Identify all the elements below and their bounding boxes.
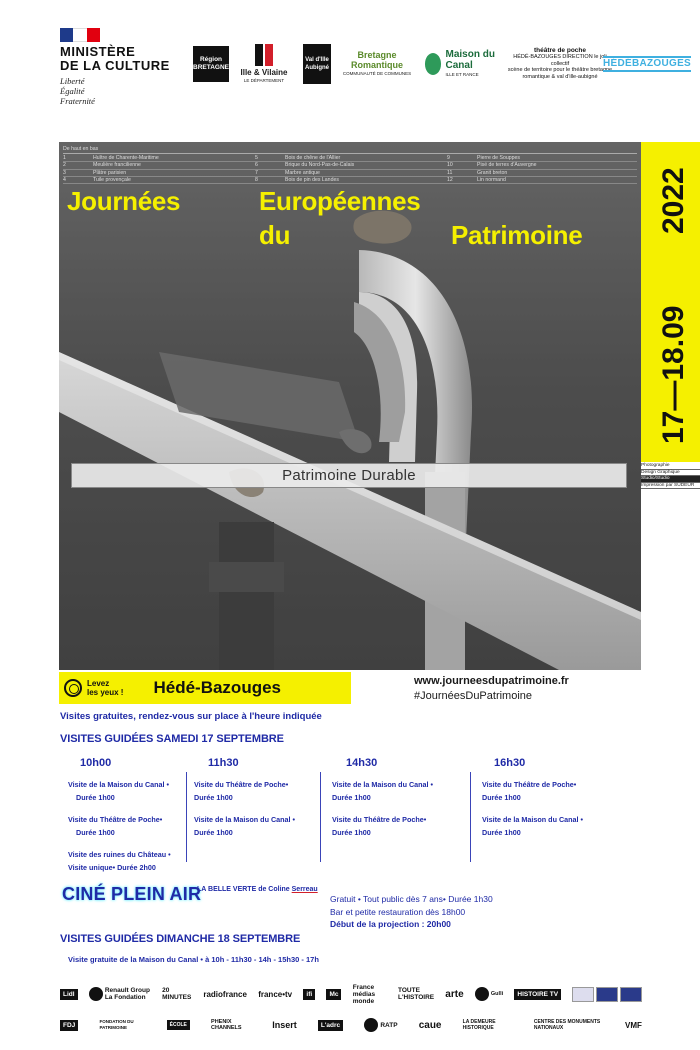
sponsor-label: ÉCOLE	[167, 1020, 190, 1030]
time-16h30: 16h30	[494, 757, 526, 769]
eye-icon	[64, 679, 82, 697]
legend-number: 11	[447, 169, 453, 176]
sponsor-logo	[162, 987, 192, 1001]
legend-number: 9	[447, 155, 450, 162]
visit-entry	[194, 778, 295, 804]
visit-duration: Durée 1h00	[194, 828, 233, 837]
legend-item	[447, 170, 637, 177]
legend-label: Pisé de terres d'Auvergne	[477, 162, 537, 169]
cine-projection-time: Début de la projection : 20h00	[330, 919, 451, 929]
sponsor-label: L'adrc	[318, 1020, 343, 1031]
legend-label: Meulière francilienne	[93, 162, 141, 169]
visit-duration: Durée 1h00	[332, 793, 371, 802]
sponsor-logo	[272, 1020, 297, 1030]
region-bretagne-label: Région BRETAGNE	[193, 46, 229, 82]
legend-label: Pierre de Souppes	[477, 155, 520, 162]
visit-entry	[482, 778, 583, 804]
time-11h30: 11h30	[208, 757, 239, 769]
column-divider	[470, 772, 471, 862]
legend-number: 10	[447, 162, 453, 169]
theatre-poche-label: théâtre de poche	[533, 46, 586, 54]
sponsor-strip-2	[60, 1014, 642, 1036]
legend-item	[447, 162, 637, 169]
legend-number: 1	[63, 155, 66, 162]
maison-canal-logo	[425, 42, 505, 86]
badge-line-2: les yeux !	[87, 688, 124, 697]
visit-title: Visite de la Maison du Canal •	[194, 815, 296, 824]
legend-number: 2	[63, 162, 66, 169]
time-10h00: 10h00	[80, 757, 112, 769]
sponsor-label: FONDATION DU PATRIMOINE	[99, 1019, 134, 1030]
legend-number: 3	[63, 169, 66, 176]
legend-item	[63, 177, 255, 184]
visit-title: Visite du Théâtre de Poche•	[482, 780, 577, 789]
visit-title: Visite de la Maison du Canal •	[68, 780, 170, 789]
sponsor-logo	[514, 989, 561, 1000]
bretagne-romantique-sub: COMMUNAUTÉ DE COMMUNES	[342, 71, 412, 76]
sponsor-label: LA DEMEURE HISTORIQUE	[462, 1019, 496, 1031]
visit-title: Visite du Théâtre de Poche•	[68, 815, 163, 824]
sponsor-logo	[99, 1019, 145, 1031]
sponsor-mark-icon	[364, 1018, 378, 1032]
schedule-column-16h30	[482, 778, 583, 839]
motto-fraternite: Fraternité	[60, 96, 95, 106]
region-bretagne-logo	[193, 42, 229, 86]
hede-bazouges-logo	[602, 42, 692, 86]
sponsor-strip-1	[60, 983, 642, 1005]
ministry-logo	[60, 28, 190, 106]
film-title: LA BELLE VERTE de Coline	[197, 886, 292, 893]
europe-icon	[620, 987, 642, 1002]
ministry-motto	[60, 76, 190, 106]
visit-title: Visite de la Maison du Canal •	[332, 780, 434, 789]
legend-item	[63, 155, 255, 162]
maison-canal-icon	[425, 53, 441, 75]
film-director: Serreau	[291, 886, 318, 893]
sunday-title: VISITES GUIDÉES DIMANCHE 18 SEPTEMBRE	[60, 933, 301, 945]
legend-item	[63, 162, 255, 169]
credit-line: Photographie	[641, 463, 700, 470]
schedule-column-11h30	[194, 778, 295, 839]
sponsor-label: RATP	[380, 1021, 398, 1029]
visit-entry	[194, 813, 295, 839]
visit-duration: Durée 1h00	[76, 828, 115, 837]
visit-title: Visite du Théâtre de Poche•	[332, 815, 427, 824]
sponsor-logo	[398, 987, 434, 1001]
legend-number: 5	[255, 155, 258, 162]
sponsor-logo	[203, 990, 247, 999]
sponsor-label: PHENIX CHANNELS	[211, 1019, 242, 1031]
credit-line: Impression par SUDEUR	[641, 483, 700, 490]
ille-vilaine-logo	[238, 42, 290, 86]
sponsor-mark-icon	[475, 987, 489, 1001]
sponsor-logo	[89, 987, 151, 1001]
legend-title: De haut en bas	[63, 146, 637, 154]
hashtag: #JournéesDuPatrimoine	[414, 690, 533, 702]
hede-bazouges-label: HÉDÉBAZOUGES	[603, 56, 691, 72]
sponsor-logo	[167, 1020, 190, 1030]
place-bar	[59, 672, 351, 704]
sponsor-label: radiofrance	[203, 989, 247, 999]
visit-title: Visite de la Maison du Canal •	[482, 815, 584, 824]
visit-duration: Durée 1h00	[332, 828, 371, 837]
legend-label: Marbre antique	[285, 169, 320, 176]
theatre-poche-logo	[505, 42, 615, 86]
legend-label: Granit breton	[477, 169, 508, 176]
legend-item	[255, 177, 447, 184]
visit-entry	[68, 778, 171, 804]
sponsor-label: arte	[445, 988, 464, 1000]
sponsor-logo	[211, 1019, 251, 1031]
legend-label: Bois de chêne de l'Allier	[285, 155, 341, 162]
visit-duration: Durée 1h00	[482, 828, 521, 837]
legend-label: Plâtre parisien	[93, 169, 127, 176]
val-ille-label: Val d'Ille Aubigné	[303, 44, 331, 84]
sponsor-logo	[60, 989, 78, 1000]
visit-duration: Durée 1h00	[482, 793, 521, 802]
cine-plein-air-title: CINÉ PLEIN AIR	[62, 884, 202, 904]
visit-entry	[68, 848, 171, 874]
legend-label: Brique du Nord-Pas-de-Calais	[285, 162, 355, 169]
sponsor-label: Lidl	[60, 989, 78, 1000]
legend-number: 7	[255, 169, 258, 176]
legend-label: Tuile provençale	[93, 176, 131, 183]
sponsor-label: Gulli	[490, 991, 504, 997]
sponsor-label: CENTRE DES MONUMENTS NATIONAUX	[533, 1019, 601, 1031]
sponsor-logo	[326, 989, 341, 1000]
sponsor-logo	[303, 989, 315, 1000]
sponsor-logo	[445, 989, 463, 1000]
maison-canal-label: Maison du Canal	[445, 49, 495, 71]
marianne-flag-icon	[60, 28, 100, 42]
theatre-poche-note: scène de territoire pour le théâtre bretagne romantique & val d'ille-aubigné	[507, 67, 613, 80]
maison-canal-sub: ILLE ET RANCE	[445, 72, 479, 77]
schedule-column-10h00	[68, 778, 171, 874]
ille-vilaine-mark-icon	[253, 44, 275, 66]
sponsor-label: France médias monde	[352, 983, 376, 1005]
visit-title: Visite du Théâtre de Poche•	[194, 780, 289, 789]
sponsor-logo	[475, 987, 503, 1001]
theatre-poche-sub: HÉDÉ-BAZOUGES DIRECTION le joli collectif	[513, 54, 607, 67]
sponsor-label: france•tv	[258, 989, 293, 999]
legend-label: Huître de Charente-Maritime	[93, 155, 159, 162]
column-divider	[186, 772, 187, 862]
bretagne-romantique-label: Bretagne Romantique	[350, 50, 403, 70]
eu-logos	[572, 987, 642, 1002]
legend-number: 6	[255, 162, 258, 169]
sponsor-label: FDJ	[60, 1020, 78, 1031]
sponsor-label: Renault Group La Fondation	[104, 987, 150, 1001]
legend-item	[255, 170, 447, 177]
legend-number: 12	[447, 176, 453, 183]
sponsor-logo	[364, 1018, 397, 1032]
saturday-title: VISITES GUIDÉES SAMEDI 17 SEPTEMBRE	[60, 733, 284, 745]
sponsor-label: 20 MINUTES	[162, 987, 192, 1001]
sponsor-logo	[258, 990, 292, 999]
title-patrimoine: Patrimoine	[451, 220, 583, 250]
legend-label: Lin normand	[477, 176, 506, 183]
bretagne-romantique-logo	[338, 42, 416, 86]
place-name: Hédé-Bazouges	[153, 678, 281, 697]
legend-item	[255, 155, 447, 162]
visit-duration: Visite unique• Durée 2h00	[68, 863, 156, 872]
legend-item	[255, 162, 447, 169]
ministry-line-2: DE LA CULTURE	[60, 58, 170, 73]
cine-film-credit	[197, 886, 318, 893]
sponsor-label: Insert	[272, 1020, 297, 1030]
sponsor-logo	[318, 1020, 343, 1031]
val-ille-logo	[303, 42, 331, 86]
levez-les-yeux-text	[87, 679, 123, 697]
ministry-line-1: MINISTÈRE	[60, 44, 136, 59]
sponsor-logo	[625, 1021, 642, 1030]
poster-credits	[641, 463, 700, 489]
cine-info	[330, 893, 493, 931]
sponsor-label: ifi	[303, 989, 315, 1000]
visit-duration: Durée 1h00	[194, 793, 233, 802]
website-link[interactable]: www.journeesdupatrimoine.fr	[414, 675, 569, 687]
council-europe-icon	[596, 987, 618, 1002]
sponsor-logo	[353, 984, 387, 1005]
legend-item	[447, 177, 637, 184]
date-vertical-text	[641, 142, 700, 462]
credit-line: Design Graphique	[641, 470, 700, 477]
poster-image	[59, 142, 641, 670]
cine-info-line: Bar et petite restauration dès 18h00	[330, 906, 466, 917]
sponsor-label: VMF	[625, 1020, 642, 1030]
column-divider	[320, 772, 321, 862]
credit-line: Studio/Studio	[641, 476, 700, 483]
time-14h30: 14h30	[346, 757, 378, 769]
legend-number: 4	[63, 176, 66, 183]
header-logos	[0, 0, 700, 140]
legend-number: 8	[255, 176, 258, 183]
legend-item	[447, 155, 637, 162]
visit-entry	[332, 813, 433, 839]
visit-entry	[68, 813, 171, 839]
sponsor-label: TOUTE L'HISTOIRE	[398, 987, 435, 1001]
theme-band: Patrimoine Durable	[71, 463, 627, 488]
visit-duration: Durée 1h00	[76, 793, 115, 802]
legend-item	[63, 170, 255, 177]
sponsor-mark-icon	[89, 987, 103, 1001]
eu-flag-icon	[572, 987, 594, 1002]
sunday-visit-line: Visite gratuite de la Maison du Canal • à 10h - 11h30 - 14h - 15h30 - 17h	[68, 955, 319, 964]
sponsor-logo	[463, 1019, 513, 1031]
poster-year: 2022	[657, 167, 690, 234]
ille-vilaine-sub: LE DÉPARTEMENT	[243, 77, 285, 83]
visit-entry	[332, 778, 433, 804]
cine-info-line: Gratuit • Tout public dès 7 ans• Durée 1h30	[330, 894, 493, 904]
visit-title: Visite des ruines du Château •	[68, 850, 171, 859]
legend-label: Bois de pin des Landes	[285, 176, 339, 183]
materials-legend	[63, 146, 637, 184]
badge-line-1: Levez	[87, 679, 110, 688]
sponsor-label: HISTOIRE TV	[514, 989, 561, 1000]
free-visits-note: Visites gratuites, rendez-vous sur place à l'heure indiquée	[60, 711, 322, 722]
levez-les-yeux-badge	[64, 679, 123, 697]
sponsor-logo	[60, 1020, 78, 1031]
poster-dates: 17—18.09	[657, 305, 690, 444]
sponsor-label: caue	[418, 1019, 442, 1031]
schedule-column-14h30	[332, 778, 433, 839]
sponsor-logo	[419, 1020, 442, 1031]
motto-liberte: Liberté	[60, 76, 85, 86]
motto-egalite: Égalité	[60, 86, 85, 96]
ille-vilaine-label: Ille & Vilaine	[240, 67, 288, 77]
sponsor-logo	[534, 1019, 604, 1031]
visit-entry	[482, 813, 583, 839]
title-journees: Journées	[67, 186, 181, 216]
legend-grid	[63, 155, 637, 184]
title-du: du	[259, 220, 291, 250]
sponsor-label: Mc	[326, 989, 341, 1000]
title-europeennes: Européennes	[259, 186, 421, 216]
